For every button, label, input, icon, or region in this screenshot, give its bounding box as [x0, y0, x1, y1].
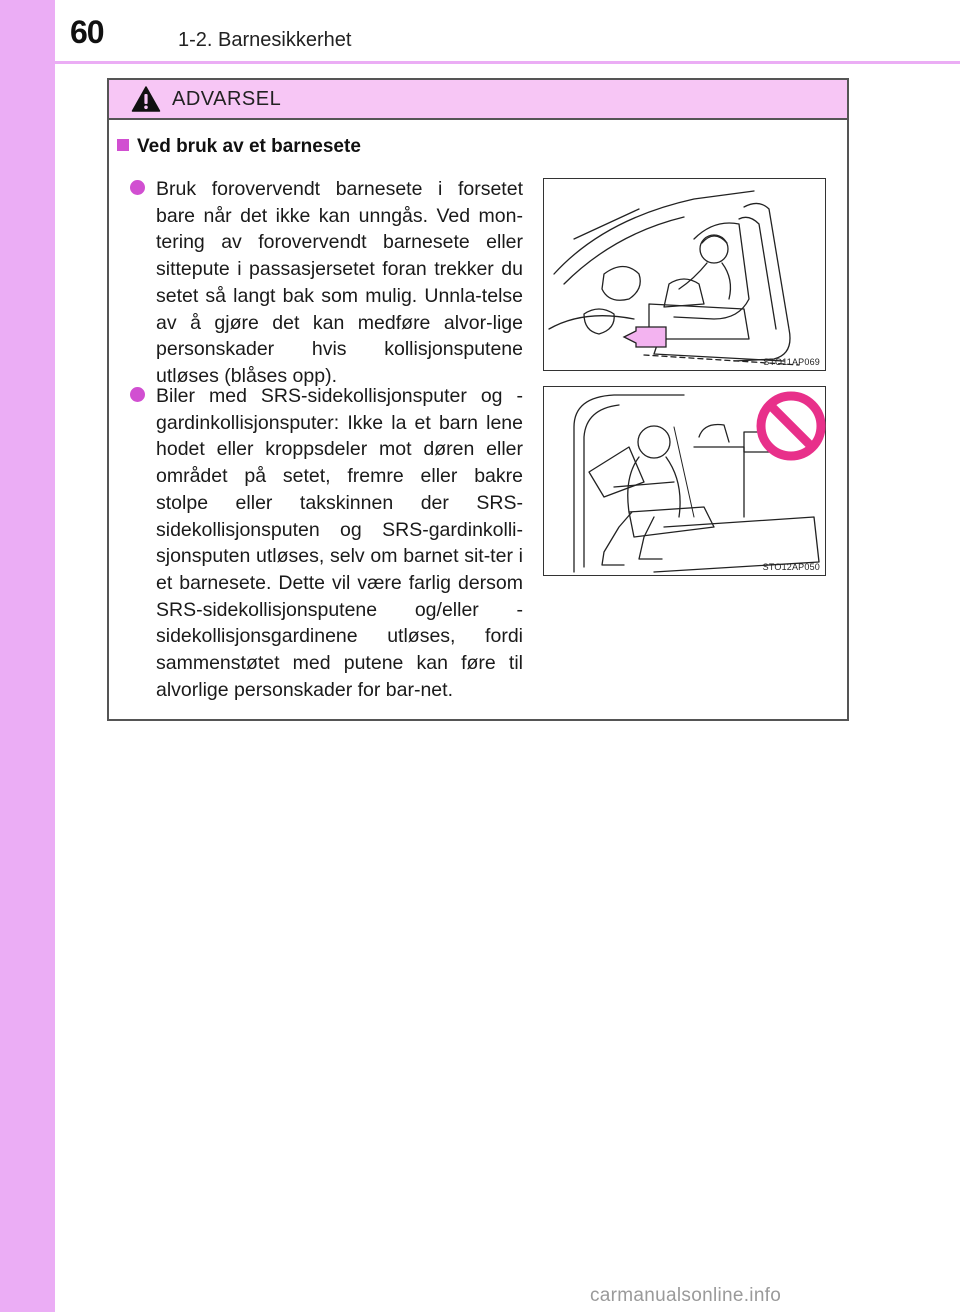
- square-bullet-icon: [117, 139, 129, 151]
- round-bullet-icon: [130, 180, 145, 195]
- section-title: 1-2. Barnesikkerhet: [178, 29, 352, 51]
- header-rule: [55, 61, 960, 64]
- subheading: [109, 136, 361, 158]
- round-bullet-icon: [130, 387, 145, 402]
- page-number: 60: [70, 14, 104, 50]
- warning-box: [107, 78, 849, 721]
- illustration-front-seat: [543, 178, 826, 371]
- illustration-code: STO12AP050: [762, 562, 820, 572]
- bullet-item: [130, 176, 523, 390]
- front-seat-child-seat-drawing: [544, 179, 826, 371]
- subheading-text: Ved bruk av et barnesete: [137, 136, 361, 157]
- page-header: [0, 0, 960, 62]
- prohibition-icon: [755, 390, 827, 462]
- bullet-text: Biler med SRS-sidekollisjonsputer og -gardinkollisjonsputer: Ikke la et barn lene hodet eller kroppsdeler mot døren eller området på setet, fremre eller bakre stolpe eller takskinnen der SRS-sidekollisjonsputen og SRS-gardinkolli-sjonsputen utløses, selv om barnet sit-ter i et barnesete. Dette vil være farlig dersom SRS-sidekollisjonsputene og/eller -sidekollisjonsgardinene utløses, fordi sammenstøtet med putene kan føre til alvorlige personskader for bar-net.: [156, 385, 523, 701]
- side-stripe: [0, 0, 55, 1312]
- warning-header: [109, 80, 847, 120]
- bullet-text: Bruk forovervendt barnesete i forsetet bare når det ikke kan unngås. Ved mon-tering av forovervendt barnesete eller sittepute i passasjersetet foran trekker du setet så langt bak som mulig. Unnla-telse av å gjøre det kan medføre alvor-lige personskader hvis kollisjonsputene utløses (blåses opp).: [156, 178, 523, 387]
- watermark: carmanualsonline.info: [590, 1285, 782, 1306]
- warning-triangle-icon: [131, 85, 161, 113]
- warning-label: ADVARSEL: [172, 88, 282, 110]
- bullet-item: [130, 383, 523, 703]
- illustration-code: STO11AP069: [763, 357, 820, 367]
